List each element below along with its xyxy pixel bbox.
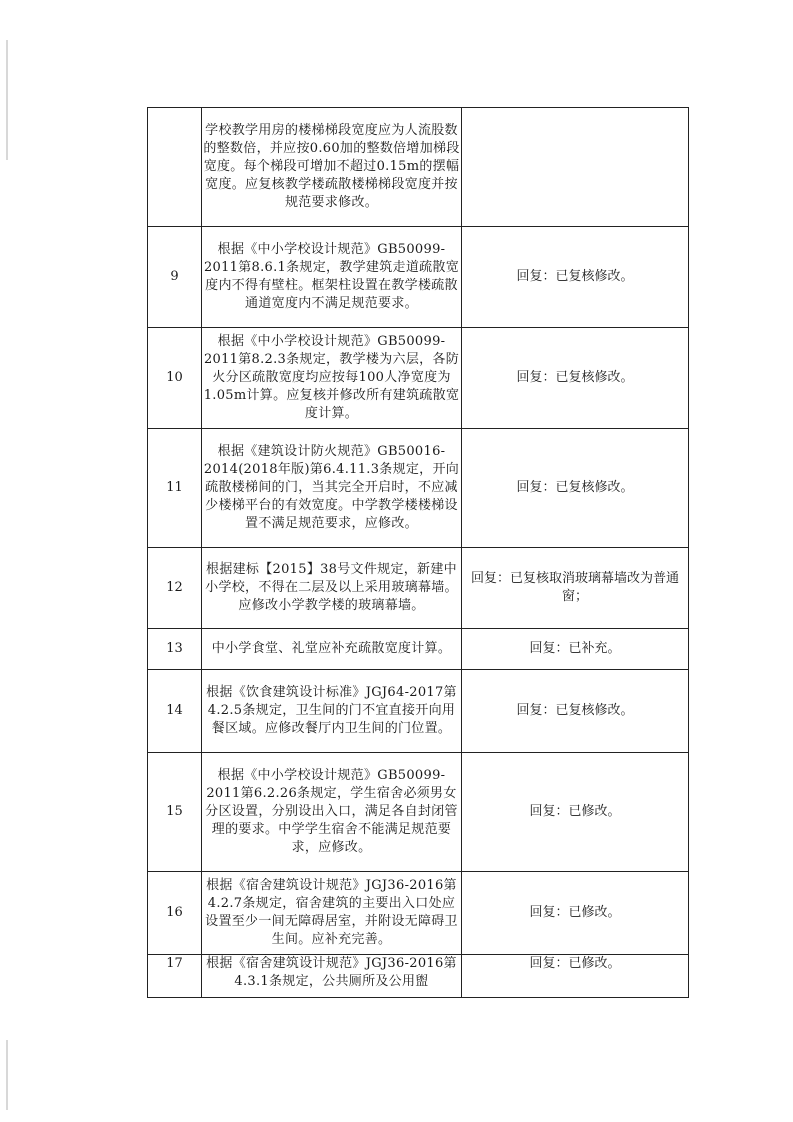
table-row <box>148 629 689 670</box>
review-comment: 根据《饮食建筑设计标准》JGJ64-2017第4.2.5条规定，卫生间的门不宜直接开向用餐区域。应修改餐厅内卫生间的门位置。 <box>202 670 462 753</box>
table-row <box>148 227 689 328</box>
row-number: 16 <box>148 872 202 955</box>
review-comment: 根据《宿舍建筑设计规范》JGJ36-2016第4.2.7条规定，宿舍建筑的主要出入口处应设置至少一间无障碍居室，并附设无障碍卫生间。应补充完善。 <box>202 872 462 955</box>
review-comment: 根据建标【2015】38号文件规定，新建中小学校，不得在二层及以上采用玻璃幕墙。应修改小学教学楼的玻璃幕墙。 <box>202 548 462 629</box>
reply-text: 回复：已复核修改。 <box>462 670 689 753</box>
scan-edge-mark <box>6 40 8 160</box>
table-row <box>148 108 689 227</box>
row-number: 9 <box>148 227 202 328</box>
reply-text: 回复：已修改。 <box>462 872 689 955</box>
review-comment: 根据《建筑设计防火规范》GB50016-2014(2018年版)第6.4.11.3条规定，开向疏散楼梯间的门，当其完全开启时，不应减少楼梯平台的有效宽度。中学教学楼楼梯设置不满足规范要求，应修改。 <box>202 429 462 548</box>
table-row <box>148 548 689 629</box>
table-row <box>148 955 689 998</box>
table-row <box>148 429 689 548</box>
reply-text: 回复：已修改。 <box>462 955 689 998</box>
reply-text: 回复：已复核修改。 <box>462 227 689 328</box>
table-row <box>148 328 689 429</box>
table-row <box>148 670 689 753</box>
row-number: 13 <box>148 629 202 670</box>
row-number <box>148 108 202 227</box>
row-number: 17 <box>148 955 202 998</box>
reply-text <box>462 108 689 227</box>
review-comment: 根据《中小学校设计规范》GB50099-2011第6.2.26条规定，学生宿舍必须男女分区设置，分别设出入口，满足各自封闭管理的要求。中学学生宿舍不能满足规范要求，应修改。 <box>202 753 462 872</box>
row-number: 12 <box>148 548 202 629</box>
review-comment: 根据《中小学校设计规范》GB50099-2011第8.2.3条规定，教学楼为六层，各防火分区疏散宽度均应按每100人净宽度为1.05m计算。应复核并修改所有建筑疏散宽度计算。 <box>202 328 462 429</box>
table-row <box>148 872 689 955</box>
reply-text: 回复：已复核修改。 <box>462 429 689 548</box>
row-number: 11 <box>148 429 202 548</box>
review-comment: 根据《中小学校设计规范》GB50099-2011第8.6.1条规定，教学建筑走道疏散宽度内不得有壁柱。框架柱设置在教学楼疏散通道宽度内不满足规范要求。 <box>202 227 462 328</box>
review-response-table <box>147 107 689 998</box>
review-comment: 学校教学用房的楼梯梯段宽度应为人流股数的整数倍，并应按0.60加的整数倍增加梯段宽度。每个梯段可增加不超过0.15m的摆幅宽度。应复核教学楼疏散楼梯梯段宽度并按规范要求修改。 <box>202 108 462 227</box>
review-comment: 中小学食堂、礼堂应补充疏散宽度计算。 <box>202 629 462 670</box>
reply-text: 回复：已修改。 <box>462 753 689 872</box>
row-number: 10 <box>148 328 202 429</box>
reply-text: 回复：已复核修改。 <box>462 328 689 429</box>
reply-text: 回复：已复核取消玻璃幕墙改为普通窗； <box>462 548 689 629</box>
review-comment: 根据《宿舍建筑设计规范》JGJ36-2016第4.3.1条规定，公共厕所及公用盥 <box>202 955 462 998</box>
row-number: 14 <box>148 670 202 753</box>
row-number: 15 <box>148 753 202 872</box>
reply-text: 回复：已补充。 <box>462 629 689 670</box>
scan-edge-mark <box>6 1040 8 1110</box>
table-row <box>148 753 689 872</box>
